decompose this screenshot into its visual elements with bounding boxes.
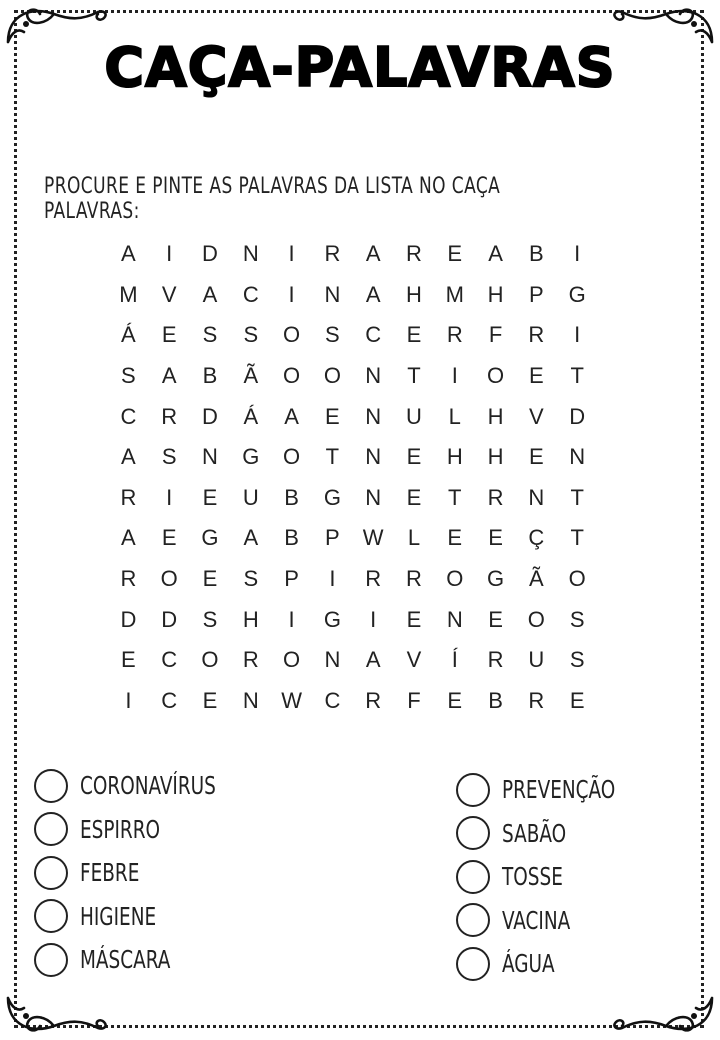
- grid-letter[interactable]: Ã: [529, 566, 544, 592]
- word-list-left: [34, 764, 246, 982]
- word-label: ÁGUA: [502, 949, 555, 979]
- grid-letter[interactable]: O: [283, 444, 301, 470]
- word-item: [456, 942, 640, 986]
- grid-letter[interactable]: E: [447, 687, 463, 713]
- grid-letter[interactable]: O: [527, 606, 545, 632]
- grid-letter[interactable]: R: [324, 241, 341, 267]
- grid-letter[interactable]: D: [202, 403, 218, 429]
- grid-letter[interactable]: B: [202, 363, 218, 389]
- word-label: VACINA: [502, 905, 571, 935]
- grid-letter[interactable]: B: [488, 687, 503, 713]
- grid-letter[interactable]: N: [242, 687, 259, 713]
- grid-letter[interactable]: I: [288, 281, 295, 307]
- grid-letter[interactable]: F: [488, 322, 503, 348]
- grid-letter[interactable]: E: [569, 687, 585, 713]
- word-label: ESPIRRO: [80, 814, 161, 844]
- grid-letter[interactable]: W: [281, 687, 302, 713]
- grid-letter[interactable]: V: [406, 647, 422, 673]
- grid-letter[interactable]: H: [487, 444, 504, 470]
- grid-letter[interactable]: N: [242, 241, 259, 267]
- grid-letter[interactable]: U: [528, 647, 545, 673]
- grid-letter[interactable]: I: [574, 322, 581, 348]
- grid-letter[interactable]: B: [529, 241, 544, 267]
- grid-letter[interactable]: E: [529, 444, 544, 470]
- grid-letter[interactable]: L: [407, 525, 421, 551]
- grid-letter[interactable]: G: [242, 444, 260, 470]
- checkbox-circle[interactable]: [34, 769, 68, 803]
- grid-letter[interactable]: O: [201, 647, 219, 673]
- grid-letter[interactable]: I: [574, 241, 581, 267]
- grid-letter[interactable]: M: [445, 281, 464, 307]
- grid-letter[interactable]: D: [161, 606, 178, 632]
- grid-letter[interactable]: N: [324, 281, 341, 307]
- grid-letter[interactable]: O: [283, 322, 301, 348]
- grid-letter[interactable]: S: [243, 566, 259, 592]
- corner-flourish-icon: [2, 992, 112, 1038]
- grid-letter[interactable]: R: [487, 484, 504, 510]
- grid-letter[interactable]: T: [448, 484, 462, 510]
- grid-letter[interactable]: E: [406, 484, 422, 510]
- grid-letter[interactable]: H: [406, 281, 422, 307]
- grid-letter[interactable]: I: [329, 566, 336, 592]
- grid-letter[interactable]: N: [324, 647, 341, 673]
- corner-flourish-icon: [608, 992, 718, 1038]
- checkbox-circle[interactable]: [456, 773, 490, 807]
- grid-letter[interactable]: A: [161, 363, 177, 389]
- word-item: [456, 812, 640, 856]
- grid-letter[interactable]: N: [365, 484, 382, 510]
- grid-letter[interactable]: G: [201, 525, 219, 551]
- grid-letter[interactable]: A: [488, 241, 503, 267]
- grid-letter[interactable]: R: [406, 566, 422, 592]
- checkbox-circle[interactable]: [456, 903, 490, 937]
- grid-letter[interactable]: G: [568, 281, 586, 307]
- grid-letter[interactable]: T: [570, 525, 584, 551]
- grid-letter[interactable]: E: [202, 566, 218, 592]
- grid-letter[interactable]: E: [325, 403, 340, 429]
- grid-letter[interactable]: S: [243, 322, 259, 348]
- word-item: [34, 808, 246, 852]
- grid-letter[interactable]: Á: [243, 403, 259, 429]
- grid-letter[interactable]: T: [570, 484, 584, 510]
- grid-letter[interactable]: S: [121, 363, 136, 389]
- grid-letter[interactable]: A: [365, 281, 381, 307]
- grid-letter[interactable]: A: [284, 403, 299, 429]
- grid-letter[interactable]: C: [120, 403, 137, 429]
- grid-letter[interactable]: E: [529, 363, 544, 389]
- grid-letter[interactable]: E: [121, 647, 136, 673]
- grid-letter[interactable]: O: [323, 363, 341, 389]
- grid-letter[interactable]: G: [487, 566, 505, 592]
- word-item: [34, 764, 246, 808]
- grid-letter[interactable]: R: [120, 566, 137, 592]
- word-label: CORONAVÍRUS: [80, 771, 216, 801]
- checkbox-circle[interactable]: [34, 812, 68, 846]
- grid-letter[interactable]: Í: [451, 647, 458, 673]
- grid-letter[interactable]: N: [365, 363, 382, 389]
- grid-letter[interactable]: S: [202, 322, 218, 348]
- grid-letter[interactable]: E: [447, 241, 463, 267]
- checkbox-circle[interactable]: [456, 816, 490, 850]
- grid-letter[interactable]: A: [365, 241, 381, 267]
- grid-letter[interactable]: D: [120, 606, 137, 632]
- grid-letter[interactable]: E: [447, 525, 463, 551]
- grid-letter[interactable]: Ç: [528, 525, 545, 551]
- grid-letter[interactable]: S: [569, 606, 585, 632]
- word-label: HIGIENE: [80, 901, 157, 931]
- checkbox-circle[interactable]: [456, 860, 490, 894]
- grid-letter[interactable]: U: [406, 403, 422, 429]
- grid-letter[interactable]: A: [121, 241, 136, 267]
- grid-letter[interactable]: T: [570, 363, 584, 389]
- grid-letter[interactable]: R: [365, 566, 382, 592]
- grid-letter[interactable]: R: [120, 484, 137, 510]
- grid-letter[interactable]: N: [528, 484, 545, 510]
- grid-letter[interactable]: I: [288, 241, 295, 267]
- grid-letter[interactable]: I: [451, 363, 458, 389]
- grid-letter[interactable]: N: [365, 444, 382, 470]
- grid-letter[interactable]: M: [119, 281, 138, 307]
- grid-letter[interactable]: V: [529, 403, 544, 429]
- grid-letter[interactable]: N: [569, 444, 586, 470]
- grid-letter[interactable]: O: [487, 363, 505, 389]
- grid-letter[interactable]: H: [242, 606, 259, 632]
- word-label: SABÃO: [502, 818, 567, 848]
- grid-letter[interactable]: A: [121, 444, 136, 470]
- grid-letter[interactable]: P: [325, 525, 340, 551]
- grid-letter[interactable]: S: [202, 606, 218, 632]
- grid-letter[interactable]: A: [243, 525, 259, 551]
- grid-letter[interactable]: I: [166, 484, 173, 510]
- grid-letter[interactable]: V: [161, 281, 177, 307]
- grid-letter[interactable]: H: [487, 281, 504, 307]
- grid-letter[interactable]: E: [406, 606, 422, 632]
- grid-letter[interactable]: D: [569, 403, 586, 429]
- grid-letter[interactable]: C: [161, 647, 178, 673]
- grid-letter[interactable]: A: [202, 281, 218, 307]
- checkbox-circle[interactable]: [456, 947, 490, 981]
- grid-letter[interactable]: R: [528, 687, 545, 713]
- grid-letter[interactable]: Á: [121, 322, 136, 348]
- word-item: [456, 855, 640, 899]
- grid-letter[interactable]: C: [161, 687, 178, 713]
- letter-grid: [108, 234, 598, 721]
- grid-letter[interactable]: S: [325, 322, 340, 348]
- grid-letter[interactable]: I: [125, 687, 132, 713]
- grid-letter[interactable]: O: [283, 363, 301, 389]
- word-label: MÁSCARA: [80, 945, 171, 975]
- word-list-right: [456, 768, 640, 986]
- grid-letter[interactable]: N: [446, 606, 463, 632]
- word-label: FEBRE: [80, 858, 140, 888]
- word-item: [34, 938, 246, 982]
- grid-letter[interactable]: E: [488, 525, 503, 551]
- grid-letter[interactable]: R: [528, 322, 545, 348]
- grid-letter[interactable]: T: [407, 363, 421, 389]
- grid-letter[interactable]: R: [161, 403, 178, 429]
- grid-letter[interactable]: E: [488, 606, 503, 632]
- grid-letter[interactable]: P: [529, 281, 544, 307]
- grid-letter[interactable]: C: [242, 281, 259, 307]
- grid-letter[interactable]: N: [365, 403, 382, 429]
- grid-letter[interactable]: B: [284, 484, 299, 510]
- grid-letter[interactable]: G: [323, 606, 341, 632]
- grid-letter[interactable]: E: [406, 444, 422, 470]
- grid-letter[interactable]: R: [406, 241, 422, 267]
- grid-letter[interactable]: E: [161, 525, 177, 551]
- grid-letter[interactable]: S: [161, 444, 177, 470]
- grid-letter[interactable]: S: [569, 647, 585, 673]
- checkbox-circle[interactable]: [34, 943, 68, 977]
- grid-letter[interactable]: P: [284, 566, 299, 592]
- word-label: TOSSE: [502, 862, 563, 892]
- grid-letter[interactable]: E: [406, 322, 422, 348]
- grid-letter[interactable]: E: [202, 687, 218, 713]
- word-item: [34, 851, 246, 895]
- grid-letter[interactable]: U: [242, 484, 259, 510]
- grid-letter[interactable]: O: [283, 647, 301, 673]
- grid-letter[interactable]: I: [288, 606, 295, 632]
- grid-letter[interactable]: I: [166, 241, 173, 267]
- grid-letter[interactable]: D: [202, 241, 218, 267]
- checkbox-circle[interactable]: [34, 856, 68, 890]
- grid-letter[interactable]: E: [202, 484, 218, 510]
- grid-letter[interactable]: A: [365, 647, 381, 673]
- grid-letter[interactable]: I: [370, 606, 377, 632]
- word-item: [456, 768, 640, 812]
- grid-letter[interactable]: F: [407, 687, 421, 713]
- grid-letter[interactable]: W: [362, 525, 384, 551]
- checkbox-circle[interactable]: [34, 899, 68, 933]
- instruction-text: PROCURE E PINTE AS PALAVRAS DA LISTA NO CAÇA PALAVRAS:: [44, 174, 501, 224]
- grid-letter[interactable]: H: [487, 403, 504, 429]
- grid-letter[interactable]: R: [446, 322, 463, 348]
- grid-letter[interactable]: Ã: [243, 363, 259, 389]
- grid-letter[interactable]: B: [284, 525, 299, 551]
- grid-letter[interactable]: O: [446, 566, 464, 592]
- grid-letter[interactable]: R: [365, 687, 382, 713]
- word-item: [34, 895, 246, 939]
- grid-letter[interactable]: R: [487, 647, 504, 673]
- grid-letter[interactable]: O: [160, 566, 178, 592]
- page-title: CAÇA-PALAVRAS: [104, 36, 616, 99]
- grid-letter[interactable]: T: [325, 444, 340, 470]
- grid-letter[interactable]: N: [202, 444, 218, 470]
- grid-letter[interactable]: H: [446, 444, 463, 470]
- word-label: PREVENÇÃO: [502, 775, 616, 805]
- grid-letter[interactable]: L: [448, 403, 461, 429]
- word-item: [456, 899, 640, 943]
- grid-letter[interactable]: R: [242, 647, 259, 673]
- grid-letter[interactable]: C: [365, 322, 382, 348]
- grid-letter[interactable]: G: [323, 484, 341, 510]
- grid-letter[interactable]: C: [324, 687, 341, 713]
- grid-letter[interactable]: E: [161, 322, 177, 348]
- grid-letter[interactable]: O: [568, 566, 586, 592]
- grid-letter[interactable]: A: [121, 525, 136, 551]
